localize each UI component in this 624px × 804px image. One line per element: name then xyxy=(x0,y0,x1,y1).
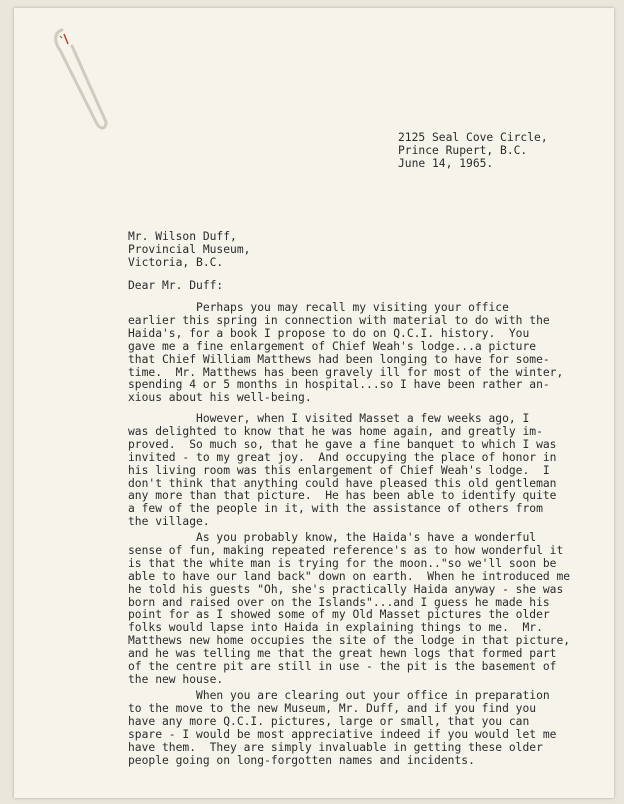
paragraph-3: As you probably know, the Haida's have a wonderful sense of fun, making repeated reference's as to how wonderful it is that the white man is trying for the moon.."so we'll soon be able to have our land back" down on earth. When he introduced me he told his guests "Oh, she's practically Haida anyway - she was born and raised over on the Islands"...and I guess he made his point for as I showed some of my Old Masset pictures the older folks would lapse into Haida in explaining things to me. Mr. Matthews new home occupies the site of the lodge in that picture, and he was telling me that the great hewn logs that formed part of the centre pit are still in use - the pit is the basement of the new house. xyxy=(128,531,571,686)
recipient-address: Mr. Wilson Duff, Provincial Museum, Victoria, B.C. xyxy=(128,230,251,269)
return-address: 2125 Seal Cove Circle, Prince Rupert, B.C. June 14, 1965. xyxy=(398,131,548,170)
salutation: Dear Mr. Duff: xyxy=(128,279,224,292)
letter-page xyxy=(14,8,614,798)
paper-clip-icon xyxy=(50,26,110,136)
paragraph-2: However, when I visited Masset a few weeks ago, I was delighted to know that he was home again, and greatly im- proved. So much so, that he gave a fine banquet to which I was invited - to my great joy. And occupying the place of honor in his living room was this enlargement of Chief Weah's lodge. I don't think that anything could have pleased this old gentleman any more than that picture. He has been able to identify quite a few of the people in it, with the assistance of others from the village. xyxy=(128,412,557,529)
paragraph-1: Perhaps you may recall my visiting your office earlier this spring in connection with material to do with the Haida's, for a book I propose to do on Q.C.I. history. You gave me a fine enlargement of Chief Weah's lodge...a picture that Chief William Matthews had been longing to have for some- time. Mr. Matthews has been gravely ill for most of the winter, spending 4 or 5 months in hospital...so I have been rather an- xious about his well-being. xyxy=(128,301,564,405)
paragraph-4: When you are clearing out your office in preparation to the move to the new Museum, Mr. Duff, and if you find you have any more Q.C.I. pictures, large or small, that you can spare - I would be most appreciative indeed if you would let me have them. They are simply invaluable in getting these older people going on long-forgotten names and incidents. xyxy=(128,689,557,767)
